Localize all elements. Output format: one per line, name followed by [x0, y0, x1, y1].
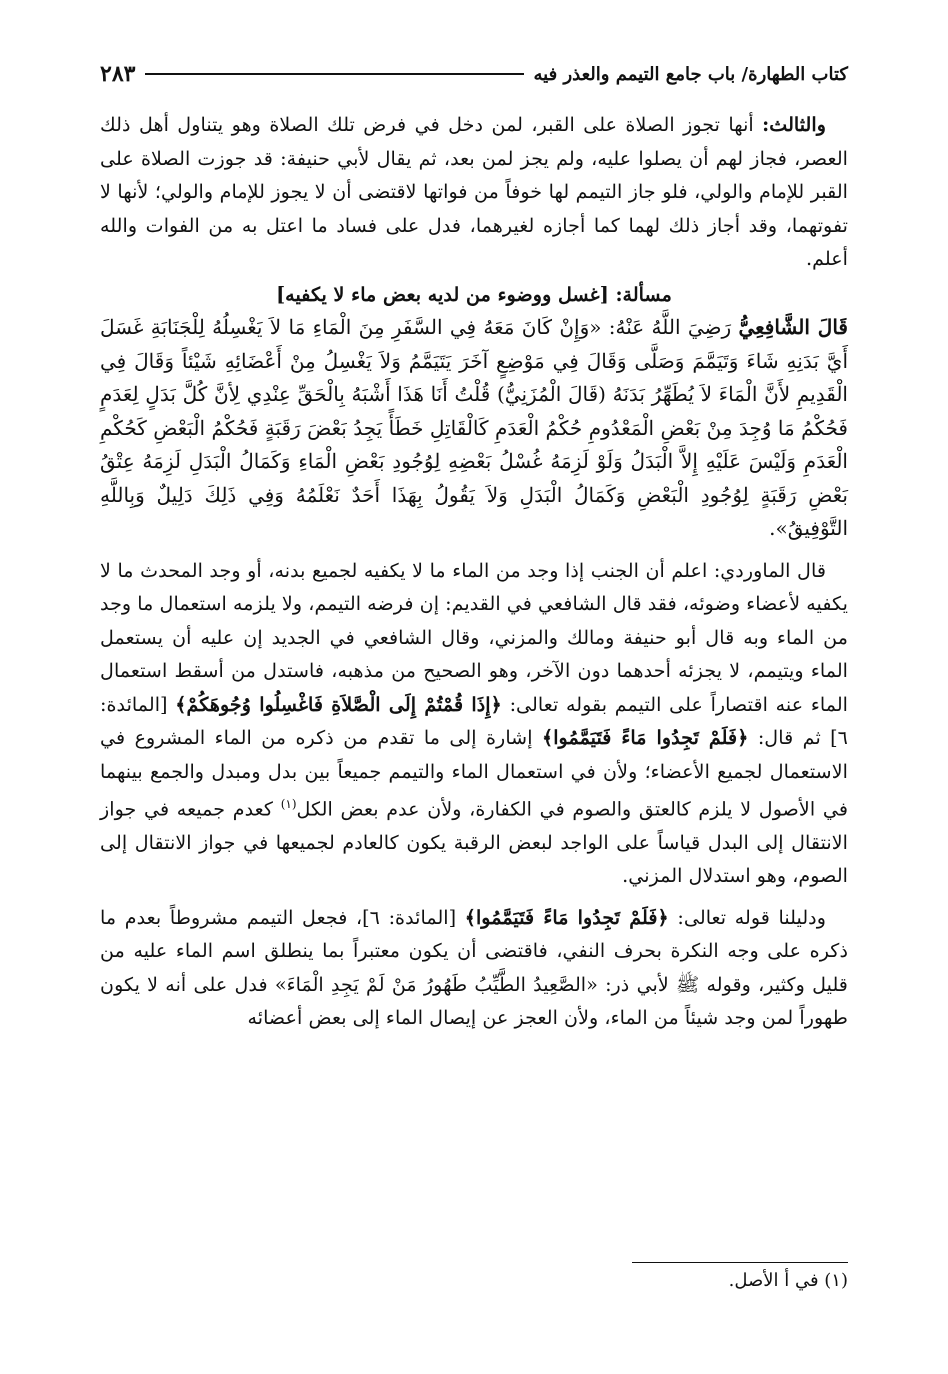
section-heading: مسألة: [غسل ووضوء من لديه بعض ماء لا يكفيه] — [276, 282, 672, 306]
footnote-rule — [632, 1262, 848, 1263]
quran-verse-3: ﴿فَلَمْ تَجِدُوا مَاءً فَتَيَمَّمُوا﴾ — [464, 905, 669, 929]
shafii-quote — [100, 311, 848, 546]
header-rule — [145, 73, 523, 75]
paragraph-3 — [100, 901, 848, 1035]
body-text — [100, 108, 848, 1035]
quote-text: رَضِيَ اللَّهُ عَنْهُ: «وَإِنْ كَانَ مَعَهُ فِي السَّفَرِ مِنَ الْمَاءِ مَا لاَ يَغْسِلُهُ لِلْجَنَابَةِ غَسَلَ أَيَّ بَدَنِهِ شَاءَ وَتَيَمَّمَ وَصَلَّى وَقَالَ فِي مَوْضِعٍ آخَرَ يَتَيَمَّمُ وَلاَ يَغْسِلُ مِنْ أَعْضَائِهِ شَيْئاً وَقَالَ فِي الْقَدِيمِ لأَنَّ الْمَاءَ لاَ يُطَهِّرُ بَدَنَهُ (قَالَ الْمُزَنِيُّ) قُلْتُ أَنَا هَذَا أَشْبَهُ بِالْحَقِّ عِنْدِي لِأنَّ كُلَّ بَدَلٍ لِعَدَمٍ فَحُكْمُ مَا وُجِدَ مِنْ بَعْضِ الْمَعْدُومِ حُكْمُ الْعَدَمِ كَالْقَاتِلِ خَطَأً يَجِدُ بَعْضَ رَقَبَةٍ فَحُكْمُ الْبَعْضِ كَحُكْمِ الْعَدَمِ وَلَيْسَ عَلَيْهِ إِلاَّ الْبَدَلُ وَلَوْ لَزِمَهُ غُسْلُ بَعْضِهِ لِوُجُودِ بَعْضِ الْمَاءِ وَكَمَالُ الْبَدَلِ لَزِمَهُ عِتْقُ بَعْضِ رَقَبَةٍ لِوُجُودِ الْبَعْضِ وَكَمَالُ الْبَدَلِ وَلاَ يَقُولُ بِهَذَا أَحَدٌ نَعْلَمُهُ وَفِي ذَلِكَ دَلِيلٌ وَبِاللَّهِ التَّوْفِيقُ». — [100, 315, 848, 540]
quote-lead: قَالَ الشَّافِعِيُّ — [738, 315, 848, 339]
quran-verse-2: ﴿فَلَمْ تَجِدُوا مَاءً فَتَيَمَّمُوا﴾ — [541, 726, 749, 749]
paragraph-2-text-a: قال الماوردي: اعلم أن الجنب إذا وجد من الماء ما لا يكفيه لجميع بدنه، أو وجد المحدث ما لا يكفيه لأعضاء وضوئه، فقد قال الشافعي في القديم: إن فرضه التيمم، ولا يلزمه استعمال ما وجد من الماء وبه قال أبو حنيفة ومالك والمزني، وقال الشافعي في الجديد إن عليه أن يستعمل الماء ويتيمم، لا يجزئه أحدهما دون الآخر، وهو الصحيح من مذهبه، فاستدل من أسقط استعمال الماء عنه اقتصاراً على التيمم بقوله تعالى: — [100, 558, 848, 716]
quran-verse-1: ﴿إِذَا قُمْتُمْ إِلَى الْصَّلاَةِ فَاغْسِلُوا وُجُوهَكُمْ﴾ — [175, 692, 502, 716]
book-title: كتاب الطهارة/ باب جامع التيمم والعذر فيه — [533, 63, 848, 85]
hadith-quote: «الصَّعِيدُ الطَّيِّبُ طَهُورُ مَنْ لَمْ يَجِدِ الْمَاءَ» — [274, 972, 598, 996]
running-header — [100, 58, 848, 90]
paragraph-1 — [100, 108, 848, 276]
paragraph-1-text: أنها تجوز الصلاة على القبر، لمن دخل في فرض تلك الصلاة وهو يتناول أهل ذلك العصر، فجاز لهم أن يصلوا عليه، ولم يجز لمن بعد، ثم يقال لأبي حنيفة: قد جوزت الصلاة على القبر للإمام والولي، فلو جاز التيمم لها خوفاً من فواتها لاقتضى أن لا يجوز للإمام والولي؛ لأنها لا تفوتهما، وقد أجاز ذلك لهما كما أجازه لغيرهما، فدل على فساد ما اعتل به من الفوات والله أعلم. — [100, 113, 848, 270]
paragraph-1-lead: والثالث: — [762, 113, 826, 136]
paragraph-3-text-a: ودليلنا قوله تعالى: — [677, 905, 826, 929]
paragraph-3-text-c: فدل على أنه لا يكون طهوراً لمن وجد شيئاً من الماء، ولأن العجز عن إيصال الماء إلى بعض أعضائه — [100, 972, 848, 1030]
paragraph-3-text-b: [المائدة: ٦]، فجعل التيمم مشروطاً بعدم ما ذكره على وجه النكرة بحرف النفي، فاقتضى أن يكون معتبراً بما ينطلق اسم الماء عليه من قليل وكثير، وقوله ﷺ لأبي ذر: — [100, 905, 848, 996]
paragraph-2 — [100, 554, 848, 893]
verse-1-reference: [المائدة: ٦] ثم قال: — [100, 692, 848, 749]
paragraph-2-text-b: إشارة إلى ما تقدم من ذكره من الماء المشروع في الاستعمال لجميع الأعضاء؛ ولأن في استعمال الماء والتيمم جميعاً بين بدل ومبدل والجمع بينهما في الأصول لا يلزم كالعتق والصوم في الكفارة، ولأن عدم بعض الكل — [100, 726, 848, 821]
page-number: ٢٨٣ — [100, 61, 136, 87]
footnote: (١) في أ الأصل. — [728, 1270, 848, 1291]
footnote-marker: (١) — [280, 797, 297, 811]
paragraph-2-text-c: كعدم جميعه في جواز الانتقال إلى البدل قياساً على الواجد لبعض الرقبة يكون كالعادم لجميعها في جواز الانتقال إلى الصوم، وهو استدلال المزني. — [100, 797, 848, 888]
